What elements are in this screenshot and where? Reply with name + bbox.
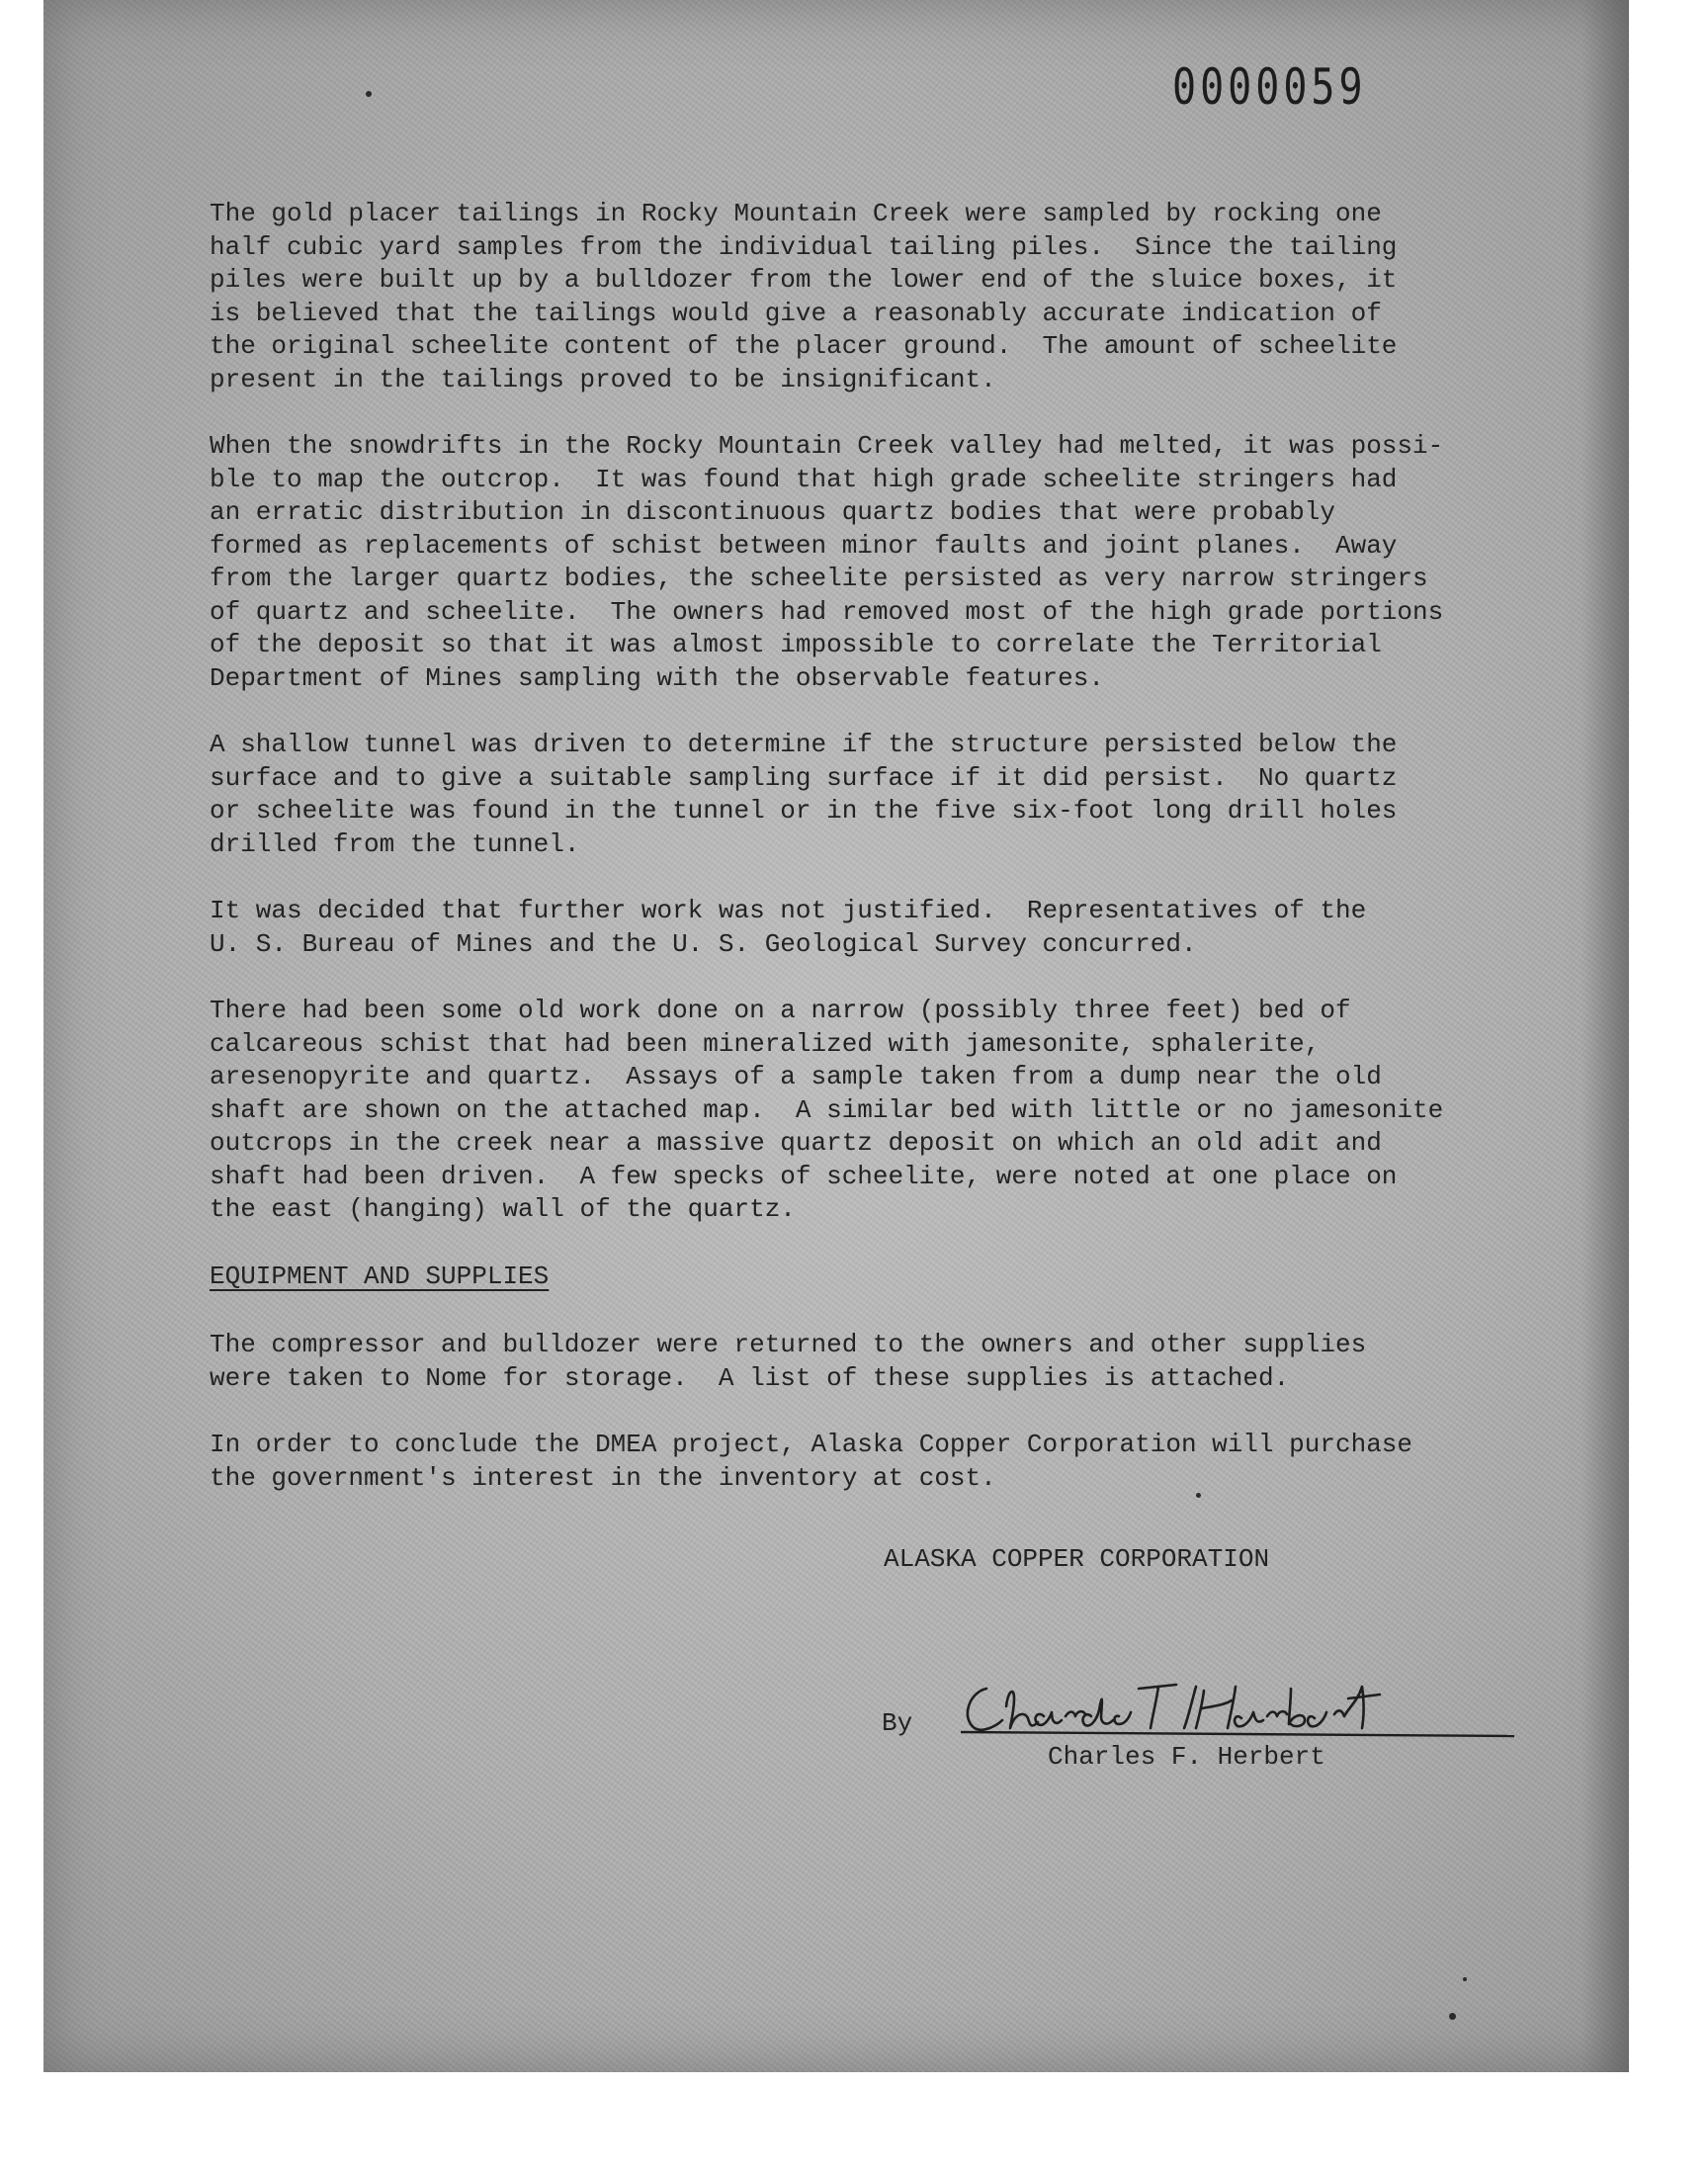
paragraph-conclusion: In order to conclude the DMEA project, Alaska Copper Corporation will purchase the government's interest in the inventory at cost. [210, 1430, 1412, 1493]
paragraph-tunnel: A shallow tunnel was driven to determine if the structure persisted below the surface and to give a suitable sampling surface if it did persist. No quartz or scheelite was found in the tunnel or in the five six-foot long drill holes drilled from the tunnel. [210, 730, 1398, 859]
handwritten-signature [949, 1671, 1522, 1750]
paper-speck [366, 91, 372, 97]
signer-name: Charles F. Herbert [1048, 1742, 1325, 1772]
paper-speck [1196, 1493, 1201, 1498]
section-heading: EQUIPMENT AND SUPPLIES [210, 1261, 550, 1291]
paper-speck [1463, 1977, 1467, 1981]
paragraph-old-work: There had been some old work done on a narrow (possibly three feet) bed of calcareous schist that had been mineralized with jamesonite, sphalerite, aresenopyrite and quartz. Assays of a sample taken from a dump near the old shaft are shown on the attached map. A similar bed with little or no jamesonite outcrops in the creek near a massive quartz deposit on which an old adit and shaft had been driven. A few specks of scheelite, were noted at one place on the east (hanging) wall of the quartz. [210, 996, 1444, 1224]
paragraph-outcrop: When the snowdrifts in the Rocky Mountain Creek valley had melted, it was possi- ble to map the outcrop. It was found that high grade scheelite stringers had an erratic distribution in discontinuous quartz bodies that were probably formed as replacements of schist between minor faults and joint planes. Away from the larger quartz bodies, the scheelite persisted as very narrow stringers of quartz and scheelite. The owners had removed most of the high grade portions of the deposit so that it was almost impossible to correlate the Territorial Department of Mines sampling with the observable features. [210, 431, 1444, 693]
by-label: By [882, 1708, 913, 1738]
paper-speck [1449, 2013, 1456, 2020]
document-body [210, 198, 1546, 1528]
document-number: 0000059 [1172, 59, 1367, 117]
paragraph-tailings: The gold placer tailings in Rocky Mountain Creek were sampled by rocking one half cubic yard samples from the individual tailing piles. Since the tailing piles were built up by a bulldozer from the lower end of the sluice boxes, it is believed that the tailings would give a reasonably accurate indication of the original scheelite content of the placer ground. The amount of scheelite present in the tailings proved to be insignificant. [210, 199, 1398, 394]
paragraph-equipment: The compressor and bulldozer were returned to the owners and other supplies were taken to Nome for storage. A list of these supplies is attached. [210, 1330, 1367, 1393]
page-edge-shadow [1581, 0, 1629, 2072]
paragraph-decision: It was decided that further work was not justified. Representatives of the U. S. Bureau of Mines and the U. S. Geological Survey concurred. [210, 896, 1367, 959]
company-name: ALASKA COPPER CORPORATION [884, 1544, 1270, 1574]
